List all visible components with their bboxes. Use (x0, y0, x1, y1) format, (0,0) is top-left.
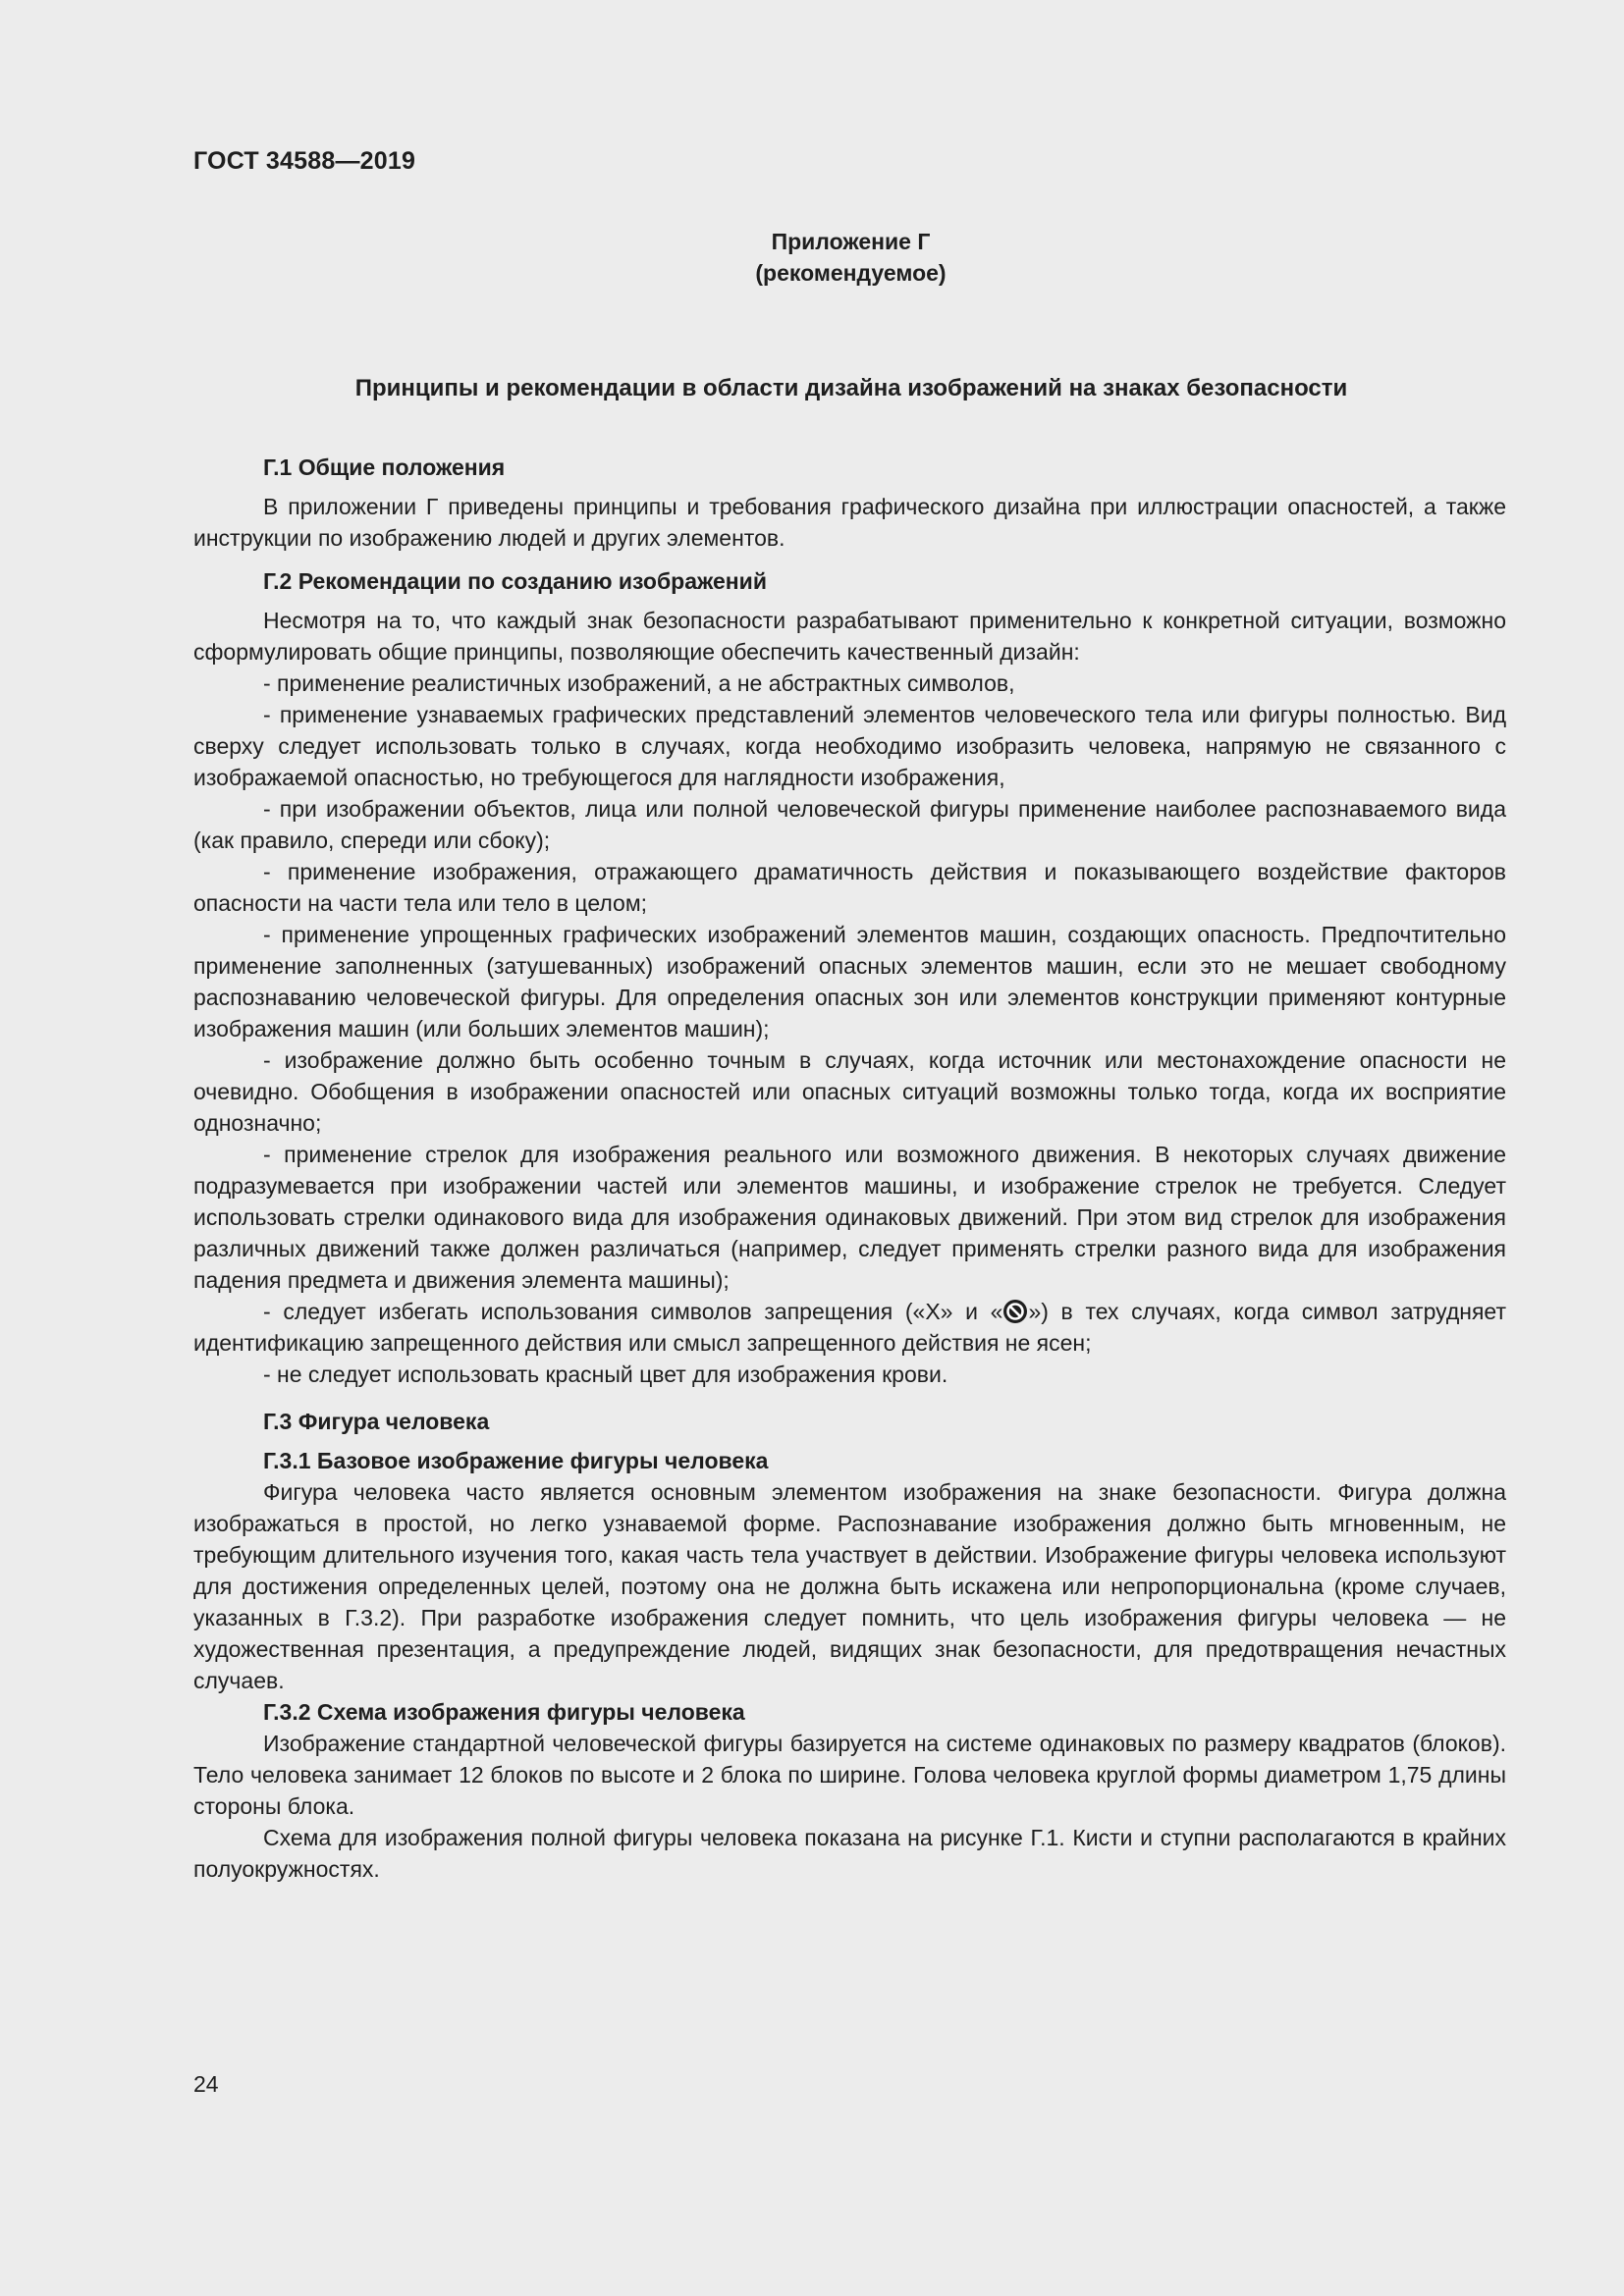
prohibition-sign-icon (1002, 1299, 1028, 1324)
list-item: - применение изображения, отражающего драматичность действия и показывающего воздействие факторов опасности на части тела или тело в целом; (193, 859, 1506, 916)
appendix-heading (0, 226, 1624, 289)
list-item: - не следует использовать красный цвет для изображения крови. (263, 1362, 948, 1387)
subsection-heading-g3-1: Г.3.1 Базовое изображение фигуры человека (263, 1448, 769, 1473)
list-item: - при изображении объектов, лица или полной человеческой фигуры применение наиболее распознаваемого вида (как правило, спереди или сбоку); (193, 796, 1506, 853)
page-number: 24 (193, 2071, 219, 2097)
list-item: - изображение должно быть особенно точным в случаях, когда источник или местонахождение опасности не очевидно. Обобщения в изображении опасностей или опасных ситуаций возможны только тогда, когда их восприятие однозначно; (193, 1047, 1506, 1136)
paragraph: Фигура человека часто является основным элементом изображения на знаке безопасности. Фигура должна изображаться в простой, но легко узнаваемой форме. Распознавание изображения должно быть мгновенным, не требующим длительного изучения того, какая часть тела участвует в действии. Изображение фигуры человека используют для достижения определенных целей, поэтому она не должна быть искажена или непропорциональна (кроме случаев, указанных в Г.3.2). При разработке изображения следует помнить, что цель изображения фигуры человека — не художественная презентация, а предупреждение людей, видящих знак безопасности, для предотвращения нечастных случаев. (193, 1479, 1506, 1693)
section-heading-g1: Г.1 Общие положения (263, 454, 506, 480)
page-title: Принципы и рекомендации в области дизайна изображений на знаках безопасности (354, 375, 1348, 401)
list-item: - применение стрелок для изображения реального или возможного движения. В некоторых случаях движение подразумевается при изображении частей или элементов машины, и изображение стрелок не требуется. Следует использовать стрелки одинакового вида для изображения одинаковых движений. При этом вид стрелок для изображения различных движений также должен различаться (например, следует применять стрелки разного вида для изображения падения предмета и движения элемента машины); (193, 1142, 1506, 1293)
list-item-prohibition (193, 1296, 1506, 1359)
paragraph: Изображение стандартной человеческой фигуры базируется на системе одинаковых по размеру квадратов (блоков). Тело человека занимает 12 блоков по высоте и 2 блока по ширине. Голова человека круглой формы диаметром 1,75 длины стороны блока. (193, 1731, 1506, 1819)
list-item: - применение реалистичных изображений, а не абстрактных символов, (263, 670, 1015, 696)
appendix-status: (рекомендуемое) (755, 260, 947, 286)
section-heading-g3: Г.3 Фигура человека (263, 1409, 490, 1434)
list-item: - применение упрощенных графических изображений элементов машин, создающих опасность. Предпочтительно применение заполненных (затушеванных) изображений опасных элементов машин, если это не мешает свободному распознаванию человеческой фигуры. Для определения опасных зон или элементов конструкции применяют контурные изображения машин (или больших элементов машин); (193, 922, 1506, 1041)
list-item: - применение узнаваемых графических представлений элементов человеческого тела или фигуры полностью. Вид сверху следует использовать только в случаях, когда необходимо изобразить человека, напрямую не связанного с изображаемой опасностью, но требующегося для наглядности изображения, (193, 702, 1506, 790)
subsection-heading-g3-2: Г.3.2 Схема изображения фигуры человека (263, 1699, 745, 1725)
document-code: ГОСТ 34588—2019 (193, 147, 416, 175)
prohibition-text-before: - следует избегать использования символов запрещения («X» и « (263, 1299, 1003, 1324)
paragraph: Схема для изображения полной фигуры человека показана на рисунке Г.1. Кисти и ступни располагаются в крайних полуокружностях. (193, 1825, 1506, 1882)
appendix-label: Приложение Г (771, 229, 931, 254)
prohibition-text-after: ») в тех случаях, когда символ затрудняет идентификацию запрещенного действия или смысл запрещенного действия не ясен; (193, 1299, 1506, 1356)
section-heading-g2: Г.2 Рекомендации по созданию изображений (263, 568, 767, 594)
document-body (193, 452, 1506, 1885)
paragraph: Несмотря на то, что каждый знак безопасности разрабатывают применительно к конкретной ситуации, возможно сформулировать общие принципы, позволяющие обеспечить качественный дизайн: (193, 608, 1506, 665)
paragraph: В приложении Г приведены принципы и требования графического дизайна при иллюстрации опасностей, а также инструкции по изображению людей и других элементов. (193, 494, 1506, 551)
